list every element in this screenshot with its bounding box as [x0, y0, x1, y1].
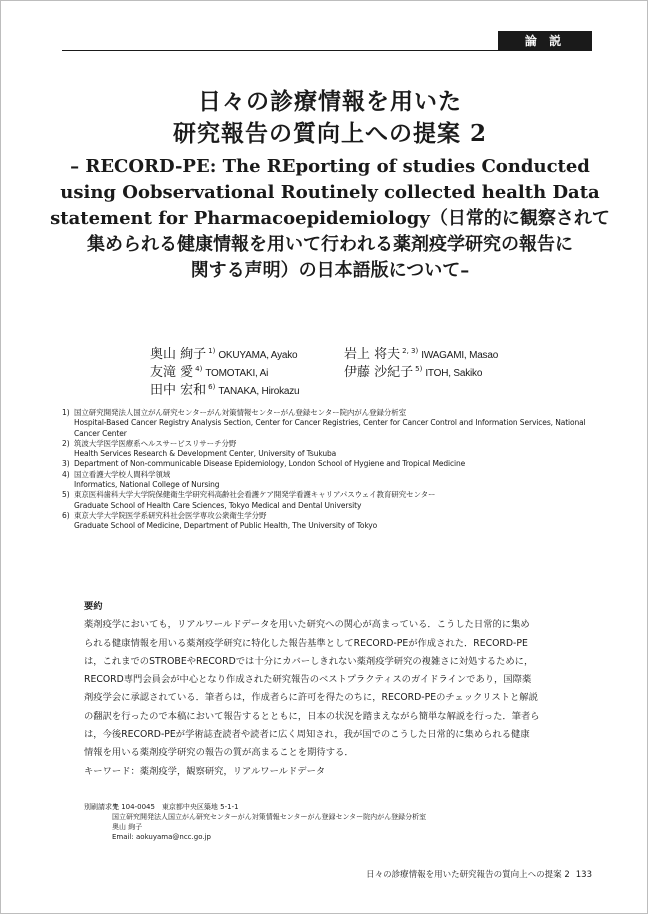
- author-name-en: OKUYAMA, Ayako: [218, 350, 298, 361]
- affiliation: [62, 459, 592, 469]
- author: [344, 360, 482, 383]
- affiliation-number: 2): [62, 438, 70, 448]
- page-number: 133: [575, 870, 592, 880]
- author-name-jp: 田中 宏和: [150, 383, 207, 398]
- affiliation-list: [62, 408, 592, 532]
- subtitle-line-2: using Oobservational Routinely collected health Data: [60, 182, 600, 203]
- title-block: [40, 86, 620, 284]
- affiliation-jp: 国立研究開発法人国立がん研究センターがん対策情報センターがん登録センター院内がん登録分析室: [74, 408, 407, 417]
- affiliation-jp: 東京医科歯科大学大学院保健衛生学研究科高齢社会看護ケア開発学看護キャリアパスウェイ教育研究センター: [74, 490, 436, 500]
- affiliation-number: 4): [62, 469, 70, 479]
- affiliation: [62, 470, 592, 491]
- affiliation-en-cont: Cancer Center: [74, 428, 127, 438]
- abstract-line: は，これまでのSTROBEやRECORDでは十分にカバーしきれない薬剤疫学研究の複雑さに対処するために，: [84, 655, 534, 667]
- correspondence-body: [112, 802, 426, 842]
- title-line-2: 研究報告の質向上への提案 2: [172, 120, 487, 147]
- correspondence-address: 〒 104-0045 東京都中央区築地 5-1-1: [112, 803, 239, 811]
- author-name-jp: 友滝 愛: [150, 365, 194, 380]
- abstract-line: 剤疫学会に承認されている．筆者らは，作成者らに許可を得たのちに，RECORD-PEのチェックリストと解説: [84, 692, 538, 704]
- subtitle-line-1: – RECORD-PE: The REporting of studies Conducted: [70, 156, 590, 177]
- affiliation: [62, 408, 592, 439]
- author-name-en: ITOH, Sakiko: [425, 368, 483, 379]
- abstract: [84, 598, 576, 781]
- correspondence-email: Email: aokuyama@ncc.go.jp: [112, 833, 211, 841]
- affiliation-en: Graduate School of Medicine, Department of Public Health, The University of Tokyo: [74, 521, 378, 531]
- affiliation-en: Graduate School of Health Care Sciences, Tokyo Medical and Dental University: [74, 500, 362, 510]
- top-rule: [62, 50, 592, 51]
- running-title: 日々の診療情報を用いた研究報告の質向上への提案 2: [366, 870, 570, 880]
- correspondence-name: 奥山 絢子: [112, 823, 143, 831]
- abstract-heading: 要約: [84, 601, 103, 612]
- page-footer: [330, 868, 592, 880]
- affiliation-number: 5): [62, 490, 70, 500]
- affiliation-jp: 東京大学大学院医学系研究科社会医学専攻公衆衛生学分野: [74, 510, 267, 520]
- title-line-1: 日々の診療情報を用いた: [198, 88, 462, 115]
- affiliation-jp: 筑波大学医学医療系ヘルスサービスリサーチ分野: [74, 438, 237, 448]
- author: [150, 378, 299, 401]
- subtitle-line-3: statement for Pharmacoepidemiology（日常的に観察されて: [50, 208, 610, 229]
- affiliation-jp: 国立看護大学校人間科学領域: [74, 469, 171, 479]
- affiliation-en: Hospital-Based Cancer Registry Analysis Section, Center for Cancer Registries, Center for Cancer Control and Information Services, National: [74, 418, 586, 428]
- abstract-line: 情報を用いる薬剤疫学研究の報告の質が高まることを期待する．: [84, 747, 354, 759]
- affiliation-number: 3): [62, 459, 70, 469]
- abstract-line: は，今後RECORD-PEが学術誌査読者や読者に広く周知され，我が国でのこうした日常的に集められる健康: [84, 729, 530, 741]
- correspondence-org: 国立研究開発法人国立がん研究センターがん対策情報センターがん登録センター院内がん登録分析室: [112, 813, 427, 821]
- affiliation: [62, 511, 592, 532]
- author-name-en: IWAGAMI, Masao: [421, 350, 499, 361]
- author-affil-ref: 1): [208, 347, 216, 355]
- author-affil-ref: 6): [208, 383, 216, 391]
- author-affil-ref: 5): [415, 365, 423, 373]
- author-name-jp: 奥山 絢子: [150, 347, 207, 362]
- abstract-line: 薬剤疫学においても，リアルワールドデータを用いた研究への関心が高まっている．こうした日常的に集め: [84, 619, 530, 631]
- abstract-line: RECORD専門会員会が中心となり作成された研究報告のベストプラクティスのガイドラインであり，国際薬: [84, 674, 532, 686]
- affiliation-number: 1): [62, 408, 70, 417]
- affiliation-en: Health Services Research & Development Center, University of Tsukuba: [74, 449, 337, 459]
- affiliation: [62, 490, 592, 511]
- abstract-line: られる健康情報を用いる薬剤疫学研究に特化した報告基準としてRECORD-PEが作成された．RECORD-PE: [84, 637, 528, 649]
- affiliation-en: Department of Non-communicable Disease Epidemiology, London School of Hygiene and Tropical Medicine: [74, 459, 466, 469]
- correspondence-label: 別刷請求先: [84, 803, 119, 811]
- author-affil-ref: 2, 3): [402, 347, 419, 355]
- category-tab: 論 説: [498, 31, 592, 51]
- author-name-en: TANAKA, Hirokazu: [218, 386, 300, 397]
- subtitle-line-4: 集められる健康情報を用いて行われる薬剤疫学研究の報告に: [87, 234, 573, 255]
- author-name-en: TOMOTAKI, Ai: [205, 368, 269, 379]
- subtitle-line-5: 関する声明）の日本語版について–: [190, 260, 470, 281]
- author-affil-ref: 4): [195, 365, 203, 373]
- affiliation-number: 6): [62, 510, 70, 520]
- affiliation-en: Informatics, National College of Nursing: [74, 480, 220, 490]
- author-name-jp: 伊藤 沙紀子: [344, 365, 414, 380]
- author-name-jp: 岩上 将夫: [344, 347, 401, 362]
- affiliation: [62, 439, 592, 460]
- abstract-line: の翻訳を行ったので本稿において報告するとともに，日本の状況を踏まえながら簡単な解説を行った．筆者ら: [84, 710, 540, 722]
- keywords: キーワード：薬剤疫学，観察研究，リアルワールドデータ: [84, 765, 326, 777]
